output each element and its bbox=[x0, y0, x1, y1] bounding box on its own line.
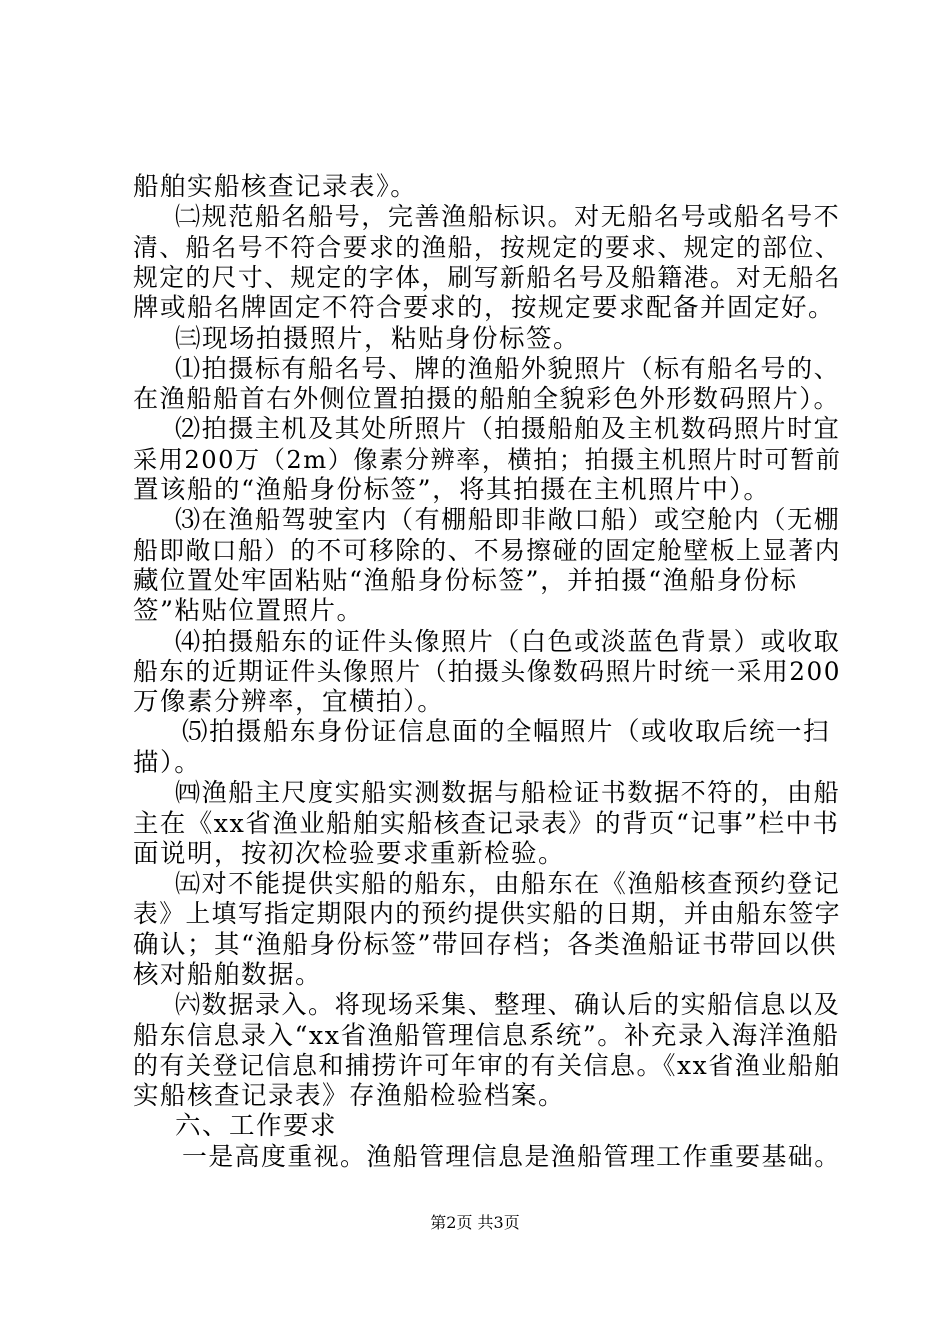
text-line: ㈢现场拍摄照片，粘贴身份标签。 bbox=[175, 324, 581, 354]
text-line: 表》上填写指定期限内的预约提供实船的日期，并由船东签字 bbox=[133, 899, 841, 928]
text-line: ㈡规范船名船号，完善渔船标识。对无船名号或船名号不 bbox=[175, 202, 841, 231]
text-line: 描）。 bbox=[133, 748, 202, 778]
text-line: 规定的尺寸、规定的字体，刷写新船名号及船籍港。对无船名 bbox=[133, 263, 841, 292]
text-line: 核对船舶数据。 bbox=[133, 960, 323, 990]
text-line: 万像素分辨率，宜横拍）。 bbox=[133, 687, 445, 717]
text-line: 船东信息录入“xx省渔船管理信息系统”。补充录入海洋渔船 bbox=[133, 1020, 840, 1050]
text-line: ㈤对不能提供实船的船东，由船东在《渔船核查预约登记 bbox=[175, 869, 841, 898]
page-number-footer: 第2页 共3页 bbox=[430, 1213, 520, 1232]
text-line: 藏位置处牢固粘贴“渔船身份标签”，并拍摄“渔船身份标 bbox=[133, 566, 798, 596]
text-line: 采用200万（2m）像素分辨率，横拍；拍摄主机照片时可暂前 bbox=[133, 446, 842, 474]
text-line: 确认；其“渔船身份标签”带回存档；各类渔船证书带回以供 bbox=[133, 930, 838, 960]
text-line: 置该船的“渔船身份标签”，将其拍摄在主机照片中）。 bbox=[133, 475, 771, 505]
text-line: 船即敞口船）的不可移除的、不易擦碰的固定舱壁板上显著内 bbox=[133, 536, 841, 565]
text-line: ⑷拍摄船东的证件头像照片（白色或淡蓝色背景）或收取 bbox=[175, 627, 841, 656]
text-line: 的有关登记信息和捕捞许可年审的有关信息。《xx省渔业船舶 bbox=[133, 1051, 841, 1080]
text-line: 在渔船船首右外侧位置拍摄的船舶全貌彩色外形数码照片）。 bbox=[133, 384, 841, 413]
text-line: ⑴拍摄标有船名号、牌的渔船外貌照片（标有船名号的、 bbox=[175, 354, 841, 383]
text-line: 六、工作要求 bbox=[175, 1111, 338, 1141]
text-line: 船东的近期证件头像照片（拍摄头像数码照片时统一采用200 bbox=[133, 657, 841, 686]
text-line: 牌或船名牌固定不符合要求的，按规定要求配备并固定好。 bbox=[133, 293, 836, 323]
text-line: ⑶在渔船驾驶室内（有棚船即非敞口船）或空舱内（无棚 bbox=[175, 505, 841, 534]
text-line: 实船核查记录表》存渔船检验档案。 bbox=[133, 1081, 566, 1111]
text-line: 一是高度重视。渔船管理信息是渔船管理工作重要基础。 bbox=[182, 1142, 841, 1171]
text-line: ⑸拍摄船东身份证信息面的全幅照片（或收取后统一扫 bbox=[182, 717, 831, 747]
text-line: 签”粘贴位置照片。 bbox=[133, 596, 364, 626]
text-line: ⑵拍摄主机及其处所照片（拍摄船舶及主机数码照片时宜 bbox=[175, 414, 841, 443]
text-line: 主在《xx省渔业船舶实船核查记录表》的背页“记事”栏中书 bbox=[133, 808, 840, 838]
text-line: 面说明，按初次检验要求重新检验。 bbox=[133, 839, 566, 869]
text-line: 清、船名号不符合要求的渔船，按规定的要求、规定的部位、 bbox=[133, 233, 841, 262]
text-line: ㈣渔船主尺度实船实测数据与船检证书数据不符的，由船 bbox=[175, 778, 841, 807]
text-line: ㈥数据录入。将现场采集、整理、确认后的实船信息以及 bbox=[175, 990, 841, 1019]
text-line: 船舶实船核查记录表》。 bbox=[133, 172, 418, 202]
